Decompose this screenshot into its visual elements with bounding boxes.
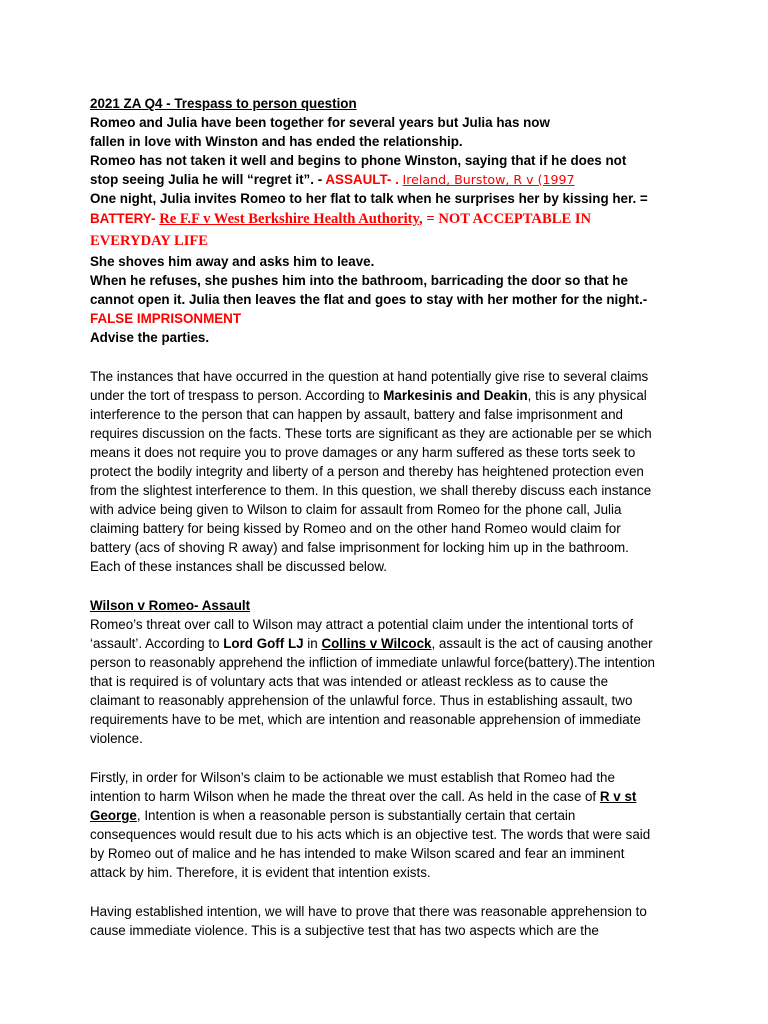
section-line: claimant to reasonably apprehension of the unlawful force. Thus in establishing assault, two (90, 693, 633, 708)
question-line: cannot open it. Julia then leaves the flat and goes to stay with her mother for the night.- (90, 292, 648, 307)
intro-line: battery (acs of shoving R away) and false imprisonment for locking him up in the bathroom. (90, 540, 629, 555)
question-line-battery-note: EVERYDAY LIFE (90, 233, 209, 249)
intro-line: claiming battery for being kissed by Romeo and on the other hand Romeo would claim for (90, 521, 621, 536)
intro-line: from the slightest interference to them. In this question, we shall thereby discuss each instance (90, 483, 652, 498)
section-heading-assault: Wilson v Romeo- Assault (90, 598, 251, 613)
case-r-v-st-george: R v st (599, 789, 637, 804)
intro-line: The instances that have occurred in the question at hand potentially give rise to several claims (90, 369, 649, 384)
question-line: fallen in love with Winston and has ended the relationship. (90, 134, 463, 149)
section-line: requirements have to be met, which are intention and reasonable apprehension of immediate (90, 712, 641, 727)
para-line: consequences would result due to his acts which is an objective test. The words that were said (90, 827, 651, 842)
intro-line: interference to the person that can happen by assault, battery and false imprisonment and (90, 407, 623, 422)
question-line: She shoves him away and asks him to leave. (90, 254, 375, 269)
para-line: Firstly, in order for Wilson’s claim to be actionable we must establish that Romeo had the (90, 770, 615, 785)
assault-label: ASSAULT- . (325, 172, 403, 187)
question-title: 2021 ZA Q4 - Trespass to person question (90, 96, 357, 111)
question-line: Romeo has not taken it well and begins to phone Winston, saying that if he does not (90, 153, 627, 168)
case-collins-v-wilcock: Collins v Wilcock (321, 636, 432, 651)
para-line: intention to harm Wilson when he made the threat over the call. As held in the case of R v st (90, 789, 637, 804)
para-line: attack by him. Therefore, it is evident that intention exists. (90, 865, 431, 880)
intro-line: requires discussion on the facts. These torts are significant as they are actionable per se which (90, 426, 652, 441)
question-line: When he refuses, she pushes him into the bathroom, barricading the door so that he (90, 273, 628, 288)
question-line-battery: BATTERY- Re F.F v West Berkshire Health Authority, = NOT ACCEPTABLE IN (90, 211, 592, 227)
intro-line: under the tort of trespass to person. According to Markesinis and Deakin, this is any physical (90, 388, 647, 403)
case-r-v-st-george-cont: George (90, 808, 137, 823)
para-line: cause immediate violence. This is a subjective test that has two aspects which are the (90, 923, 599, 938)
case-re-f: Re F.F v West Berkshire Health Authority (159, 211, 420, 227)
para-line: Having established intention, we will have to prove that there was reasonable apprehension to (90, 904, 647, 919)
question-line: Advise the parties. (90, 330, 210, 345)
question-line-assault: stop seeing Julia he will “regret it”. - ASSAULT- . Ireland, Burstow, R v (1997 (90, 172, 575, 187)
question-line: One night, Julia invites Romeo to her flat to talk when he surprises her by kissing her. = (90, 191, 648, 206)
para-line: George, Intention is when a reasonable person is substantially certain that certain (90, 808, 576, 823)
judge-lord-goff: Lord Goff LJ (223, 636, 304, 651)
authority-markesinis-deakin: Markesinis and Deakin (383, 388, 528, 403)
battery-label: BATTERY- (90, 211, 160, 226)
para-line: by Romeo out of malice and he has intended to make Wilson scared and fear an imminent (90, 846, 625, 861)
intro-line: Each of these instances shall be discussed below. (90, 559, 388, 574)
intro-line: means it does not require you to prove damages or any harm suffered as these torts seek to (90, 445, 636, 460)
section-line: Romeo’s threat over call to Wilson may attract a potential claim under the intentional torts of (90, 617, 634, 632)
false-imprisonment-label: FALSE IMPRISONMENT (90, 311, 242, 326)
document-page (90, 94, 690, 940)
section-line: person to reasonably apprehend the infliction of immediate unlawful force(battery).The intention (90, 655, 655, 670)
intro-line: protect the bodily integrity and liberty of a person and thereby has heightened protection even (90, 464, 644, 479)
section-line: ‘assault’. According to Lord Goff LJ in Collins v Wilcock, assault is the act of causing another (90, 636, 653, 651)
intro-line: with advice being given to Wilson to claim for assault from Romeo for the phone call, Julia (90, 502, 622, 517)
section-line: violence. (90, 731, 143, 746)
question-line: Romeo and Julia have been together for several years but Julia has now (90, 115, 550, 130)
battery-note: NOT ACCEPTABLE IN (438, 211, 592, 227)
case-ireland-burstow: Ireland, Burstow, R v (1997 (402, 172, 575, 187)
section-line: that is required is of voluntary acts that was intended or atleast reckless as to cause the (90, 674, 609, 689)
